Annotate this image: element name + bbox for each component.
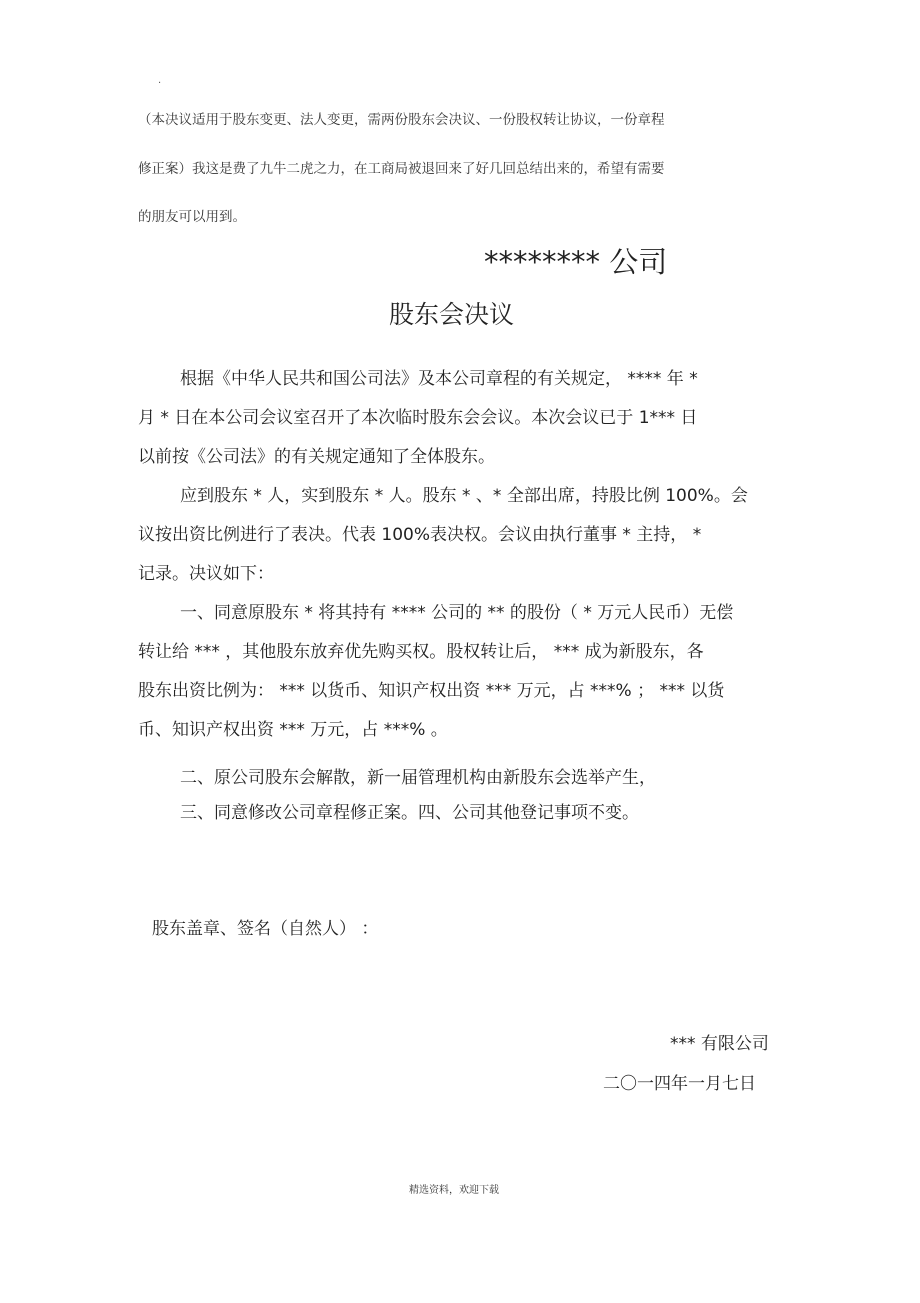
paragraph-1-line-2: 月 * 日在本公司会议室召开了本次临时股东会会议。本次会议已于 1*** 日 bbox=[138, 408, 698, 428]
resolution-1-line-3: 股东出资比例为： *** 以货币、知识产权出资 *** 万元，占 ***% ； *** 以货 bbox=[138, 681, 725, 701]
paragraph-2-line-2: 议按出资比例进行了表决。代表 100%表决权。会议由执行董事 * 主持， * bbox=[138, 525, 702, 545]
document-title: 股东会决议 bbox=[389, 300, 515, 329]
footer-text: 精选资料，欢迎下载 bbox=[409, 1185, 499, 1196]
company-title: ******** 公司 bbox=[484, 245, 668, 279]
signing-company: *** 有限公司 bbox=[670, 1034, 769, 1054]
intro-note-line-3: 的朋友可以用到。 bbox=[138, 209, 246, 225]
resolution-1-line-4: 币、知识产权出资 *** 万元，占 ***% 。 bbox=[138, 720, 448, 740]
signature-label: 股东盖章、签名（自然人） ： bbox=[152, 919, 379, 939]
paragraph-2-line-1: 应到股东 * 人，实到股东 * 人。股东 * 、* 全部出席，持股比例 100%。会 bbox=[180, 486, 748, 506]
paragraph-2-line-3: 记录。决议如下： bbox=[138, 564, 274, 584]
intro-note-line-1: （本决议适用于股东变更、法人变更，需两份股东会决议、一份股权转让协议，一份章程 bbox=[138, 112, 665, 128]
intro-note-line-2: 修正案）我这是费了九牛二虎之力，在工商局被退回来了好几回总结出来的，希望有需要 bbox=[138, 161, 665, 177]
page-mark: · bbox=[158, 78, 162, 89]
resolution-1-line-1: 一、同意原股东 * 将其持有 **** 公司的 ** 的股份（ * 万元人民币）无偿 bbox=[180, 603, 734, 623]
paragraph-1-line-3: 以前按《公司法》的有关规定通知了全体股东。 bbox=[138, 447, 495, 467]
paragraph-1-line-1: 根据《中华人民共和国公司法》及本公司章程的有关规定， **** 年 * bbox=[180, 369, 698, 389]
signing-date: 二〇一四年一月七日 bbox=[603, 1074, 756, 1094]
resolution-2: 二、原公司股东会解散，新一届管理机构由新股东会选举产生， bbox=[180, 768, 656, 788]
resolution-1-line-2: 转让给 *** ，其他股东放弃优先购买权。股权转让后， *** 成为新股东，各 bbox=[138, 642, 704, 662]
resolution-3-4: 三、同意修改公司章程修正案。四、公司其他登记事项不变。 bbox=[180, 803, 639, 823]
